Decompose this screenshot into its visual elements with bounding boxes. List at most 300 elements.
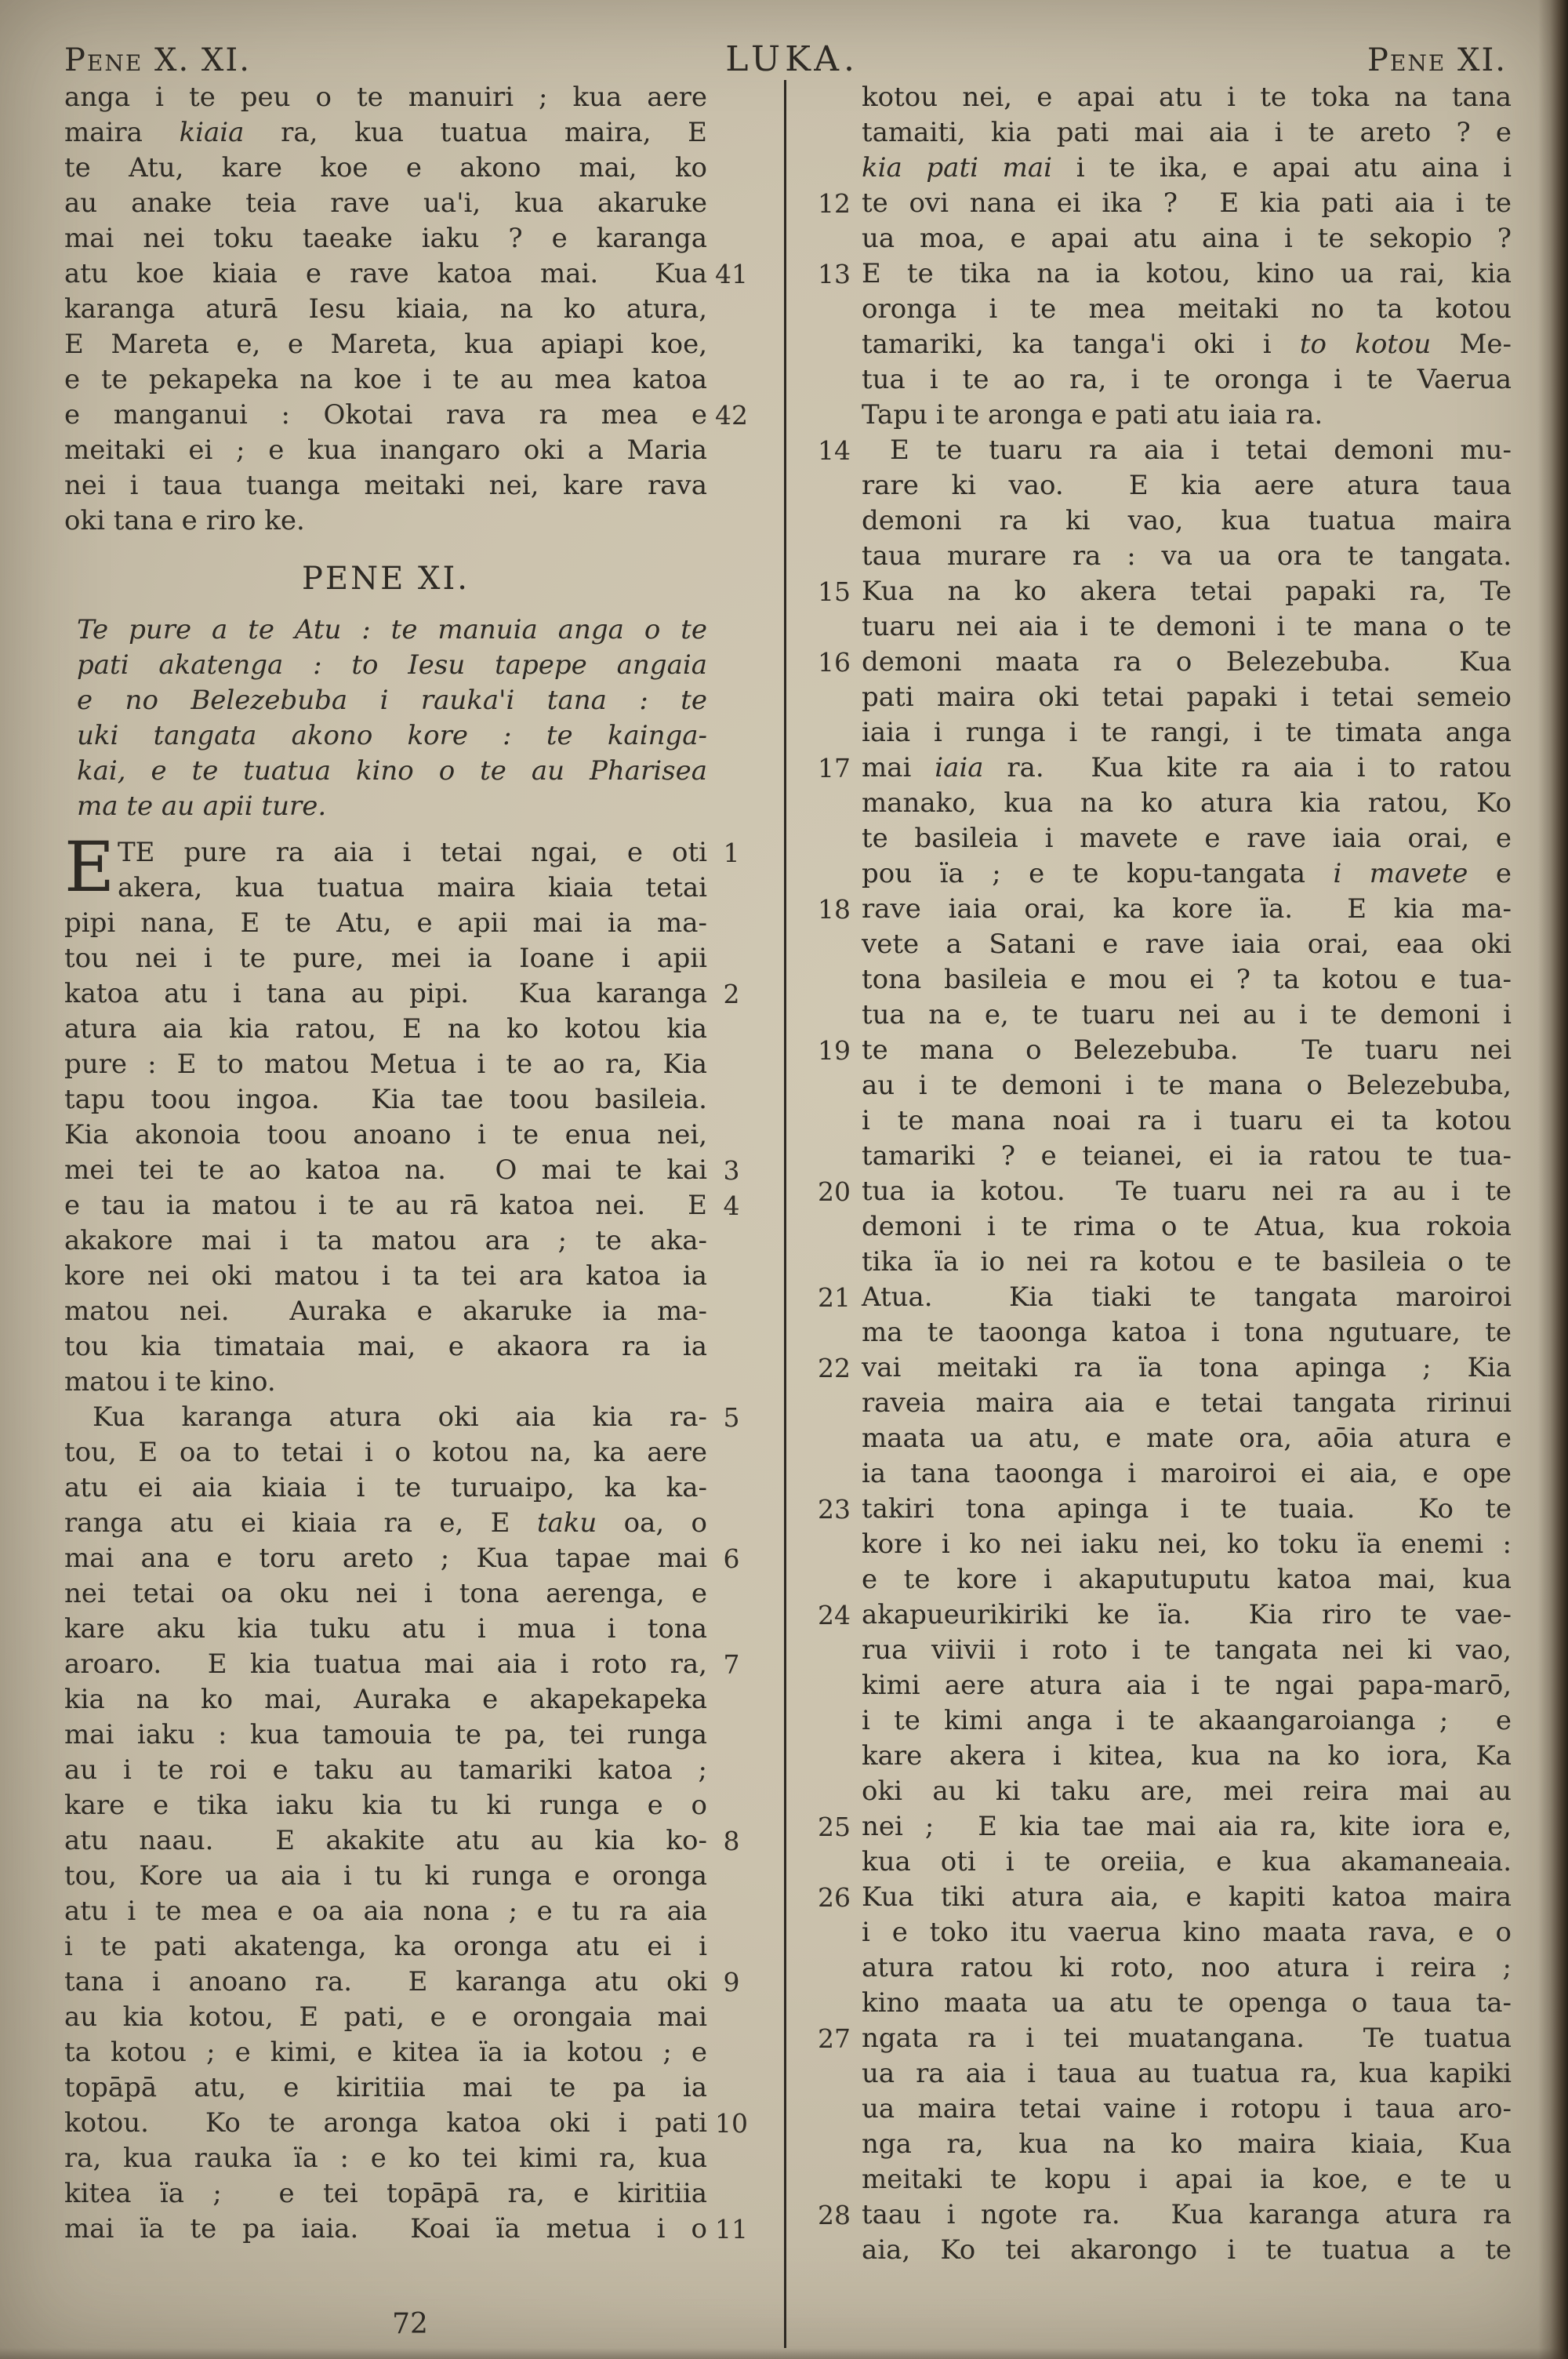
verse-number bbox=[818, 856, 862, 892]
line-text: tuaru nei aia i te demoni i te mana o te bbox=[862, 611, 1512, 642]
page-number: 72 bbox=[392, 2308, 428, 2340]
line-text: Te pure a te Atu : te manuia anga o te bbox=[77, 614, 707, 645]
verse-number: 15 bbox=[818, 576, 851, 607]
line-text: kai, e te tuatua kino o te au Pharisea bbox=[77, 755, 707, 787]
text-line bbox=[64, 292, 756, 327]
text-line bbox=[77, 683, 756, 718]
line-text: e tau ia matou i te au rā katoa nei. E bbox=[64, 1190, 707, 1221]
text-line bbox=[64, 80, 756, 115]
text-line bbox=[818, 2197, 1512, 2233]
verse-number bbox=[707, 433, 756, 468]
verse-number bbox=[707, 683, 756, 718]
text-line bbox=[818, 1315, 1512, 1350]
line-text: katoa atu i tana au pipi. Kua karanga bbox=[64, 978, 707, 1009]
text-line bbox=[818, 151, 1512, 186]
text-line bbox=[77, 789, 756, 824]
text-line bbox=[64, 503, 756, 539]
verse-number bbox=[818, 539, 862, 574]
line-text: mei tei te ao katoa na. O mai te kai bbox=[64, 1154, 707, 1186]
verse-number: 8 bbox=[723, 1826, 740, 1856]
text-line bbox=[64, 2035, 756, 2070]
verse-number bbox=[818, 715, 862, 751]
line-text: nei tetai oa oku nei i tona aerenga, e bbox=[64, 1578, 707, 1609]
text-line bbox=[64, 256, 756, 292]
line-text: tou kia timataia mai, e akaora ra ia bbox=[64, 1331, 707, 1362]
line-text: i te kimi anga i te akaangaroianga ; e bbox=[862, 1705, 1512, 1736]
verse-number bbox=[707, 1223, 756, 1259]
verse-number bbox=[707, 115, 756, 151]
page-bottom-shadow bbox=[0, 2348, 1568, 2359]
line-text: pipi nana, E te Atu, e apii mai ia ma- bbox=[64, 907, 707, 939]
line-text: E te tuaru ra aia i tetai demoni mu- bbox=[890, 434, 1512, 466]
line-text: kore nei oki matou i ta tei ara katoa ia bbox=[64, 1260, 707, 1292]
line-text: mai iaku : kua tamouia te pa, tei runga bbox=[64, 1719, 707, 1750]
line-text: akapueurikiriki ke ïa. Kia riro te vae- bbox=[862, 1599, 1512, 1630]
line-text: manako, kua na ko atura kia ratou, Ko bbox=[862, 787, 1512, 819]
text-line bbox=[64, 1153, 756, 1188]
verse-number bbox=[818, 1703, 862, 1739]
text-line bbox=[818, 539, 1512, 574]
verse-number: 27 bbox=[818, 2023, 851, 2054]
line-text: kare e tika iaku kia tu ki runga e o bbox=[64, 1790, 707, 1821]
line-text: tapu toou ingoa. Kia tae toou basileia. bbox=[64, 1084, 707, 1115]
text-line bbox=[818, 115, 1512, 151]
text-line bbox=[64, 976, 756, 1012]
line-text: e no Belezebuba i rauka'i tana : te bbox=[77, 685, 707, 716]
line-text: te Atu, kare koe e akono mai, ko bbox=[64, 152, 707, 184]
text-line bbox=[64, 2212, 756, 2247]
text-line bbox=[64, 1965, 756, 2000]
text-line bbox=[818, 1774, 1512, 1809]
chapter-summary bbox=[64, 612, 756, 824]
line-text: tana i anoano ra. E karanga atu oki bbox=[64, 1966, 707, 1997]
text-line bbox=[818, 1350, 1512, 1386]
verse-number bbox=[818, 1068, 862, 1103]
line-text: ia tana taoonga i maroiroi ei aia, e ope bbox=[862, 1458, 1512, 1489]
verse-number bbox=[818, 398, 862, 433]
column-gap bbox=[756, 80, 784, 2348]
line-text: Tapu i te aronga e pati atu iaia ra. bbox=[862, 399, 1323, 431]
line-text: atu naau. E akakite atu au kia ko- bbox=[64, 1825, 707, 1856]
verse-number bbox=[707, 648, 756, 683]
line-text: au kia kotou, E pati, e e orongaia mai bbox=[64, 2001, 707, 2033]
verse-number bbox=[707, 1682, 756, 1717]
line-text: demoni ra ki vao, kua tuatua maira bbox=[862, 505, 1512, 536]
line-text: ta kotou ; e kimi, e kitea ïa ia kotou ; e bbox=[64, 2037, 707, 2068]
line-text: demoni maata ra o Belezebuba. Kua bbox=[862, 646, 1512, 678]
line-text: demoni i te rima o te Atua, kua rokoia bbox=[862, 1211, 1512, 1242]
line-text: maata ua atu, e mate ora, aōia atura e bbox=[862, 1423, 1512, 1454]
text-line bbox=[64, 327, 756, 362]
verse-number: 42 bbox=[715, 400, 748, 431]
text-line bbox=[64, 1717, 756, 1753]
line-text: Kua na ko akera tetai papaki ra, Te bbox=[862, 576, 1512, 607]
text-line bbox=[64, 362, 756, 398]
text-line bbox=[818, 1562, 1512, 1598]
verse-number bbox=[707, 503, 756, 539]
drop-cap-initial: E bbox=[64, 827, 115, 907]
text-line bbox=[64, 1188, 756, 1223]
line-text: topāpā atu, e kiritiia mai te pa ia bbox=[64, 2072, 707, 2103]
text-line bbox=[64, 1541, 756, 1576]
text-line bbox=[818, 1421, 1512, 1456]
line-text: nga ra, kua na ko maira kiaia, Kua bbox=[862, 2128, 1512, 2160]
line-text: te mana o Belezebuba. Te tuaru nei bbox=[862, 1034, 1512, 1066]
text-line bbox=[818, 574, 1512, 609]
line-text: kare akera i kitea, kua na ko iora, Ka bbox=[862, 1740, 1512, 1772]
line-text: kua oti i te oreiia, e kua akamaneaia. bbox=[862, 1846, 1512, 1877]
text-line bbox=[818, 1068, 1512, 1103]
text-line bbox=[818, 1950, 1512, 1986]
text-line bbox=[64, 1294, 756, 1329]
verse-number bbox=[818, 1986, 862, 2021]
verse-number bbox=[707, 906, 756, 941]
text-line bbox=[818, 221, 1512, 256]
verse-number: 25 bbox=[818, 1812, 851, 1842]
verse-number bbox=[707, 1012, 756, 1047]
line-text: aroaro. E kia tuatua mai aia i roto ra, bbox=[64, 1648, 707, 1680]
text-line bbox=[77, 718, 756, 754]
verse-number bbox=[707, 789, 756, 824]
verse-number bbox=[818, 927, 862, 962]
line-text: maira kiaia ra, kua tuatua maira, E bbox=[64, 117, 707, 148]
text-line bbox=[818, 1527, 1512, 1562]
text-line bbox=[64, 1118, 756, 1153]
text-line bbox=[818, 1103, 1512, 1139]
verse-number bbox=[707, 327, 756, 362]
verse-number: 11 bbox=[715, 2214, 748, 2245]
text-line bbox=[818, 1668, 1512, 1703]
line-text: mai nei toku taeake iaku ? e karanga bbox=[64, 223, 707, 254]
text-columns bbox=[64, 80, 1521, 2348]
verse-number bbox=[707, 186, 756, 221]
text-line bbox=[64, 1329, 756, 1365]
verse-number bbox=[818, 80, 862, 115]
line-text: rave iaia orai, ka kore ïa. E kia ma- bbox=[862, 893, 1512, 925]
text-line bbox=[818, 715, 1512, 751]
verse-number bbox=[818, 2056, 862, 2092]
verse-number bbox=[707, 1047, 756, 1082]
verse-number: 22 bbox=[818, 1353, 851, 1383]
text-line bbox=[77, 754, 756, 789]
verse-number bbox=[707, 2141, 756, 2176]
line-text: ranga atu ei kiaia ra e, E taku oa, o bbox=[64, 1507, 707, 1539]
verse-number bbox=[818, 1103, 862, 1139]
verse-number bbox=[707, 612, 756, 648]
verse-number bbox=[818, 786, 862, 821]
text-line bbox=[818, 327, 1512, 362]
text-line bbox=[64, 1012, 756, 1047]
line-text: Kia akonoia toou anoano i te enua nei, bbox=[64, 1119, 707, 1150]
verse-number bbox=[707, 1717, 756, 1753]
text-line bbox=[64, 2176, 756, 2212]
text-line bbox=[64, 941, 756, 976]
line-text: pati maira oki tetai papaki i tetai semeio bbox=[862, 682, 1512, 713]
verse-number bbox=[707, 1365, 756, 1400]
line-text: pure : E to matou Metua i te ao ra, Kia bbox=[64, 1049, 707, 1080]
verse-number: 19 bbox=[818, 1035, 851, 1066]
line-text: tamariki ? e teianei, ei ia ratou te tua- bbox=[862, 1140, 1512, 1172]
verse-number bbox=[818, 1421, 862, 1456]
verse-number: 10 bbox=[715, 2108, 748, 2139]
line-text: atura aia kia ratou, E na ko kotou kia bbox=[64, 1013, 707, 1045]
verse-number bbox=[707, 941, 756, 976]
text-line bbox=[64, 1470, 756, 1506]
line-text: kare aku kia tuku atu i mua i tona bbox=[64, 1613, 707, 1645]
text-line bbox=[818, 2056, 1512, 2092]
text-line bbox=[77, 648, 756, 683]
line-text: i e toko itu vaerua kino maata rava, e o bbox=[862, 1917, 1512, 1948]
text-line bbox=[818, 1209, 1512, 1245]
line-text: kitea ïa ; e tei topāpā ra, e kiritiia bbox=[64, 2178, 707, 2209]
line-text: atu koe kiaia e rave katoa mai. Kua bbox=[64, 258, 707, 289]
running-head-title: LUKA. bbox=[725, 39, 859, 79]
line-text: iaia i runga i te rangi, i te timata anga bbox=[862, 717, 1512, 748]
verse-number bbox=[707, 1082, 756, 1118]
text-line bbox=[64, 1894, 756, 1929]
verse-number bbox=[818, 1633, 862, 1668]
verse-number bbox=[818, 2092, 862, 2127]
line-text: tamaiti, kia pati mai aia i te areto ? e bbox=[862, 117, 1512, 148]
verse-number bbox=[818, 1527, 862, 1562]
line-text: tou, Kore ua aia i tu ki runga e oronga bbox=[64, 1860, 707, 1892]
line-text: E Mareta e, e Mareta, kua apiapi koe, bbox=[64, 329, 707, 360]
text-line bbox=[818, 927, 1512, 962]
line-text: kotou. Ko te aronga katoa oki i pati bbox=[64, 2107, 707, 2139]
verse-number: 4 bbox=[723, 1190, 740, 1221]
text-line bbox=[818, 998, 1512, 1033]
line-text: i te mana noai ra i tuaru ei ta kotou bbox=[862, 1105, 1512, 1136]
verse-number bbox=[818, 468, 862, 503]
verse-number: 13 bbox=[818, 259, 851, 289]
line-text: e te kore i akaputuputu katoa mai, kua bbox=[862, 1564, 1512, 1595]
verse-number bbox=[818, 1315, 862, 1350]
text-line bbox=[64, 2106, 756, 2141]
text-line bbox=[818, 1703, 1512, 1739]
line-text: atu ei aia kiaia i te turuaipo, ka ka- bbox=[64, 1472, 707, 1503]
line-text: ua moa, e apai atu aina i te sekopio ? bbox=[862, 223, 1512, 254]
verse-number bbox=[818, 1562, 862, 1598]
text-line bbox=[64, 151, 756, 186]
verse-number: 5 bbox=[723, 1402, 740, 1433]
line-text: raveia maira aia e tetai tangata ririnui bbox=[862, 1387, 1512, 1419]
verse-number bbox=[707, 1259, 756, 1294]
text-line bbox=[818, 2021, 1512, 2056]
text-line bbox=[818, 1139, 1512, 1174]
line-text: au i te demoni i te mana o Belezebuba, bbox=[862, 1070, 1512, 1101]
verse-number bbox=[818, 1915, 862, 1950]
verse-number bbox=[707, 1435, 756, 1470]
line-text: ua maira tetai vaine i rotopu i taua aro- bbox=[862, 2093, 1512, 2125]
verse-number bbox=[707, 1576, 756, 1612]
verse-number: 9 bbox=[723, 1967, 740, 1997]
verse-number bbox=[818, 609, 862, 645]
text-line bbox=[64, 1647, 756, 1682]
line-text: tua na e, te tuaru nei au i te demoni i bbox=[862, 999, 1512, 1030]
text-line bbox=[818, 256, 1512, 292]
verse-number bbox=[707, 871, 756, 906]
chapter10-end-paragraph bbox=[64, 80, 756, 539]
verse-number bbox=[707, 362, 756, 398]
verse-number: 1 bbox=[723, 838, 740, 868]
line-text: Kua tiki atura aia, e kapiti katoa maira bbox=[862, 1881, 1512, 1913]
text-line bbox=[64, 1823, 756, 1859]
text-line bbox=[64, 1506, 756, 1541]
text-line bbox=[64, 1365, 756, 1400]
line-text: kore i ko nei iaku nei, ko toku ïa enemi : bbox=[862, 1528, 1512, 1560]
verse-number: 24 bbox=[818, 1600, 851, 1630]
line-text: atu i te mea e oa aia nona ; e tu ra aia bbox=[64, 1896, 707, 1927]
line-text: tua ia kotou. Te tuaru nei ra au i te bbox=[862, 1176, 1512, 1207]
text-line bbox=[818, 503, 1512, 539]
text-line bbox=[818, 1986, 1512, 2021]
text-line bbox=[64, 221, 756, 256]
verse-number bbox=[818, 962, 862, 998]
text-line bbox=[64, 1753, 756, 1788]
running-head-right: Pene XI. bbox=[1367, 42, 1507, 78]
text-line bbox=[818, 1033, 1512, 1068]
text-line bbox=[818, 645, 1512, 680]
verse-number bbox=[707, 1506, 756, 1541]
right-column bbox=[818, 80, 1512, 2348]
verse-number bbox=[707, 1612, 756, 1647]
line-text: e manganui : Okotai rava ra mea e bbox=[64, 399, 707, 431]
text-line bbox=[64, 1859, 756, 1894]
verse-number: 6 bbox=[723, 1543, 740, 1574]
line-text: aia, Ko tei akarongo i te tuatua a te bbox=[862, 2234, 1512, 2266]
text-line bbox=[818, 962, 1512, 998]
verse-number bbox=[707, 468, 756, 503]
line-text: Kua karanga atura oki aia kia ra- bbox=[93, 1401, 707, 1433]
line-text: rare ki vao. E kia aere atura taua bbox=[862, 470, 1512, 501]
text-line bbox=[818, 292, 1512, 327]
line-text: atura ratou ki roto, noo atura i reira ; bbox=[862, 1952, 1512, 1983]
line-text: E te tika na ia kotou, kino ua rai, kia bbox=[862, 258, 1512, 289]
line-text: e te pekapeka na koe i te au mea katoa bbox=[64, 364, 707, 395]
verse-number bbox=[707, 2176, 756, 2212]
verse-number: 18 bbox=[818, 894, 851, 925]
running-head bbox=[64, 39, 1521, 77]
text-line bbox=[818, 1280, 1512, 1315]
verse-number bbox=[818, 2127, 862, 2162]
verse-number bbox=[818, 1209, 862, 1245]
verse-number: 23 bbox=[818, 1494, 851, 1525]
text-line bbox=[818, 751, 1512, 786]
line-text: uki tangata akono kore : te kainga- bbox=[77, 720, 707, 751]
verse-number bbox=[707, 718, 756, 754]
text-line bbox=[818, 892, 1512, 927]
line-text: mai ïa te pa iaia. Koai ïa metua i o bbox=[64, 2213, 707, 2245]
line-text: oki au ki taku are, mei reira mai au bbox=[862, 1776, 1512, 1807]
line-text: taau i ngote ra. Kua karanga atura ra bbox=[862, 2199, 1512, 2230]
verse-number bbox=[707, 292, 756, 327]
text-line bbox=[818, 186, 1512, 221]
text-line bbox=[818, 2162, 1512, 2197]
text-line bbox=[818, 1845, 1512, 1880]
line-text: oronga i te mea meitaki no ta kotou bbox=[862, 293, 1512, 325]
line-text: karanga aturā Iesu kiaia, na ko atura, bbox=[64, 293, 707, 325]
verse-number: 17 bbox=[818, 753, 851, 783]
line-text: akera, kua tuatua maira kiaia tetai bbox=[118, 872, 707, 903]
text-line bbox=[818, 609, 1512, 645]
column-gap bbox=[786, 80, 818, 2348]
text-line bbox=[64, 1612, 756, 1647]
chapter11-text-continued bbox=[818, 80, 1512, 2268]
line-text: takiri tona apinga i te tuaia. Ko te bbox=[862, 1493, 1512, 1525]
text-line bbox=[64, 1400, 756, 1435]
text-line bbox=[64, 871, 756, 906]
text-line bbox=[818, 1174, 1512, 1209]
verse-number bbox=[707, 1753, 756, 1788]
verse-number bbox=[818, 362, 862, 398]
verse-number: 7 bbox=[723, 1649, 740, 1680]
verse-number bbox=[818, 151, 862, 186]
line-text: meitaki ei ; e kua inangaro oki a Maria bbox=[64, 434, 707, 466]
text-line bbox=[64, 835, 756, 871]
verse-number bbox=[707, 2070, 756, 2106]
verse-number bbox=[818, 221, 862, 256]
text-line bbox=[64, 186, 756, 221]
line-text: vai meitaki ra ïa tona apinga ; Kia bbox=[862, 1352, 1512, 1383]
line-text: ua ra aia i taua au tuatua ra, kua kapiki bbox=[862, 2058, 1512, 2089]
line-text: kino maata ua atu te openga o taua ta- bbox=[862, 1987, 1512, 2019]
text-line bbox=[64, 1259, 756, 1294]
text-line bbox=[818, 1915, 1512, 1950]
line-text: anga i te peu o te manuiri ; kua aere bbox=[64, 82, 707, 113]
line-text: tika ïa io nei ra kotou e te basileia o te bbox=[862, 1246, 1512, 1278]
verse-number bbox=[707, 754, 756, 789]
verse-number bbox=[818, 1845, 862, 1880]
verse-number bbox=[818, 821, 862, 856]
verse-number bbox=[818, 503, 862, 539]
line-text: rua viivii i roto i te tangata nei ki vao, bbox=[862, 1634, 1512, 1666]
text-line bbox=[64, 1788, 756, 1823]
line-text: mai iaia ra. Kua kite ra aia i to ratou bbox=[862, 752, 1512, 783]
line-text: kotou nei, e apai atu i te toka na tana bbox=[862, 82, 1512, 113]
verse-number: 3 bbox=[723, 1155, 740, 1186]
line-text: ngata ra i tei muatangana. Te tuatua bbox=[862, 2023, 1512, 2054]
text-line bbox=[64, 398, 756, 433]
line-text: TE pure ra aia i tetai ngai, e oti bbox=[118, 837, 707, 868]
line-text: tua i te ao ra, i te oronga i te Vaerua bbox=[862, 364, 1512, 395]
verse-number bbox=[707, 1470, 756, 1506]
line-text: matou nei. Auraka e akaruke ia ma- bbox=[64, 1296, 707, 1327]
text-line bbox=[818, 1633, 1512, 1668]
verse-number: 20 bbox=[818, 1176, 851, 1207]
line-text: au i te roi e taku au tamariki katoa ; bbox=[64, 1754, 707, 1786]
text-line bbox=[64, 1223, 756, 1259]
text-line bbox=[818, 786, 1512, 821]
verse-number bbox=[707, 1929, 756, 1965]
line-text: tou, E oa to tetai i o kotou na, ka aere bbox=[64, 1437, 707, 1468]
text-line bbox=[818, 1386, 1512, 1421]
line-text: au anake teia rave ua'i, kua akaruke bbox=[64, 187, 707, 219]
text-line bbox=[818, 1739, 1512, 1774]
line-text: oki tana e riro ke. bbox=[64, 505, 305, 536]
text-line bbox=[818, 2233, 1512, 2268]
text-line bbox=[818, 1598, 1512, 1633]
line-text: mai ana e toru areto ; Kua tapae mai bbox=[64, 1543, 707, 1574]
verse-number bbox=[818, 1386, 862, 1421]
verse-number: 2 bbox=[723, 979, 740, 1009]
line-text: tona basileia e mou ei ? ta kotou e tua- bbox=[862, 964, 1512, 995]
verse-number bbox=[707, 80, 756, 115]
text-line bbox=[818, 2092, 1512, 2127]
text-line bbox=[64, 2070, 756, 2106]
text-line bbox=[64, 1576, 756, 1612]
text-line bbox=[818, 80, 1512, 115]
text-line bbox=[64, 1082, 756, 1118]
